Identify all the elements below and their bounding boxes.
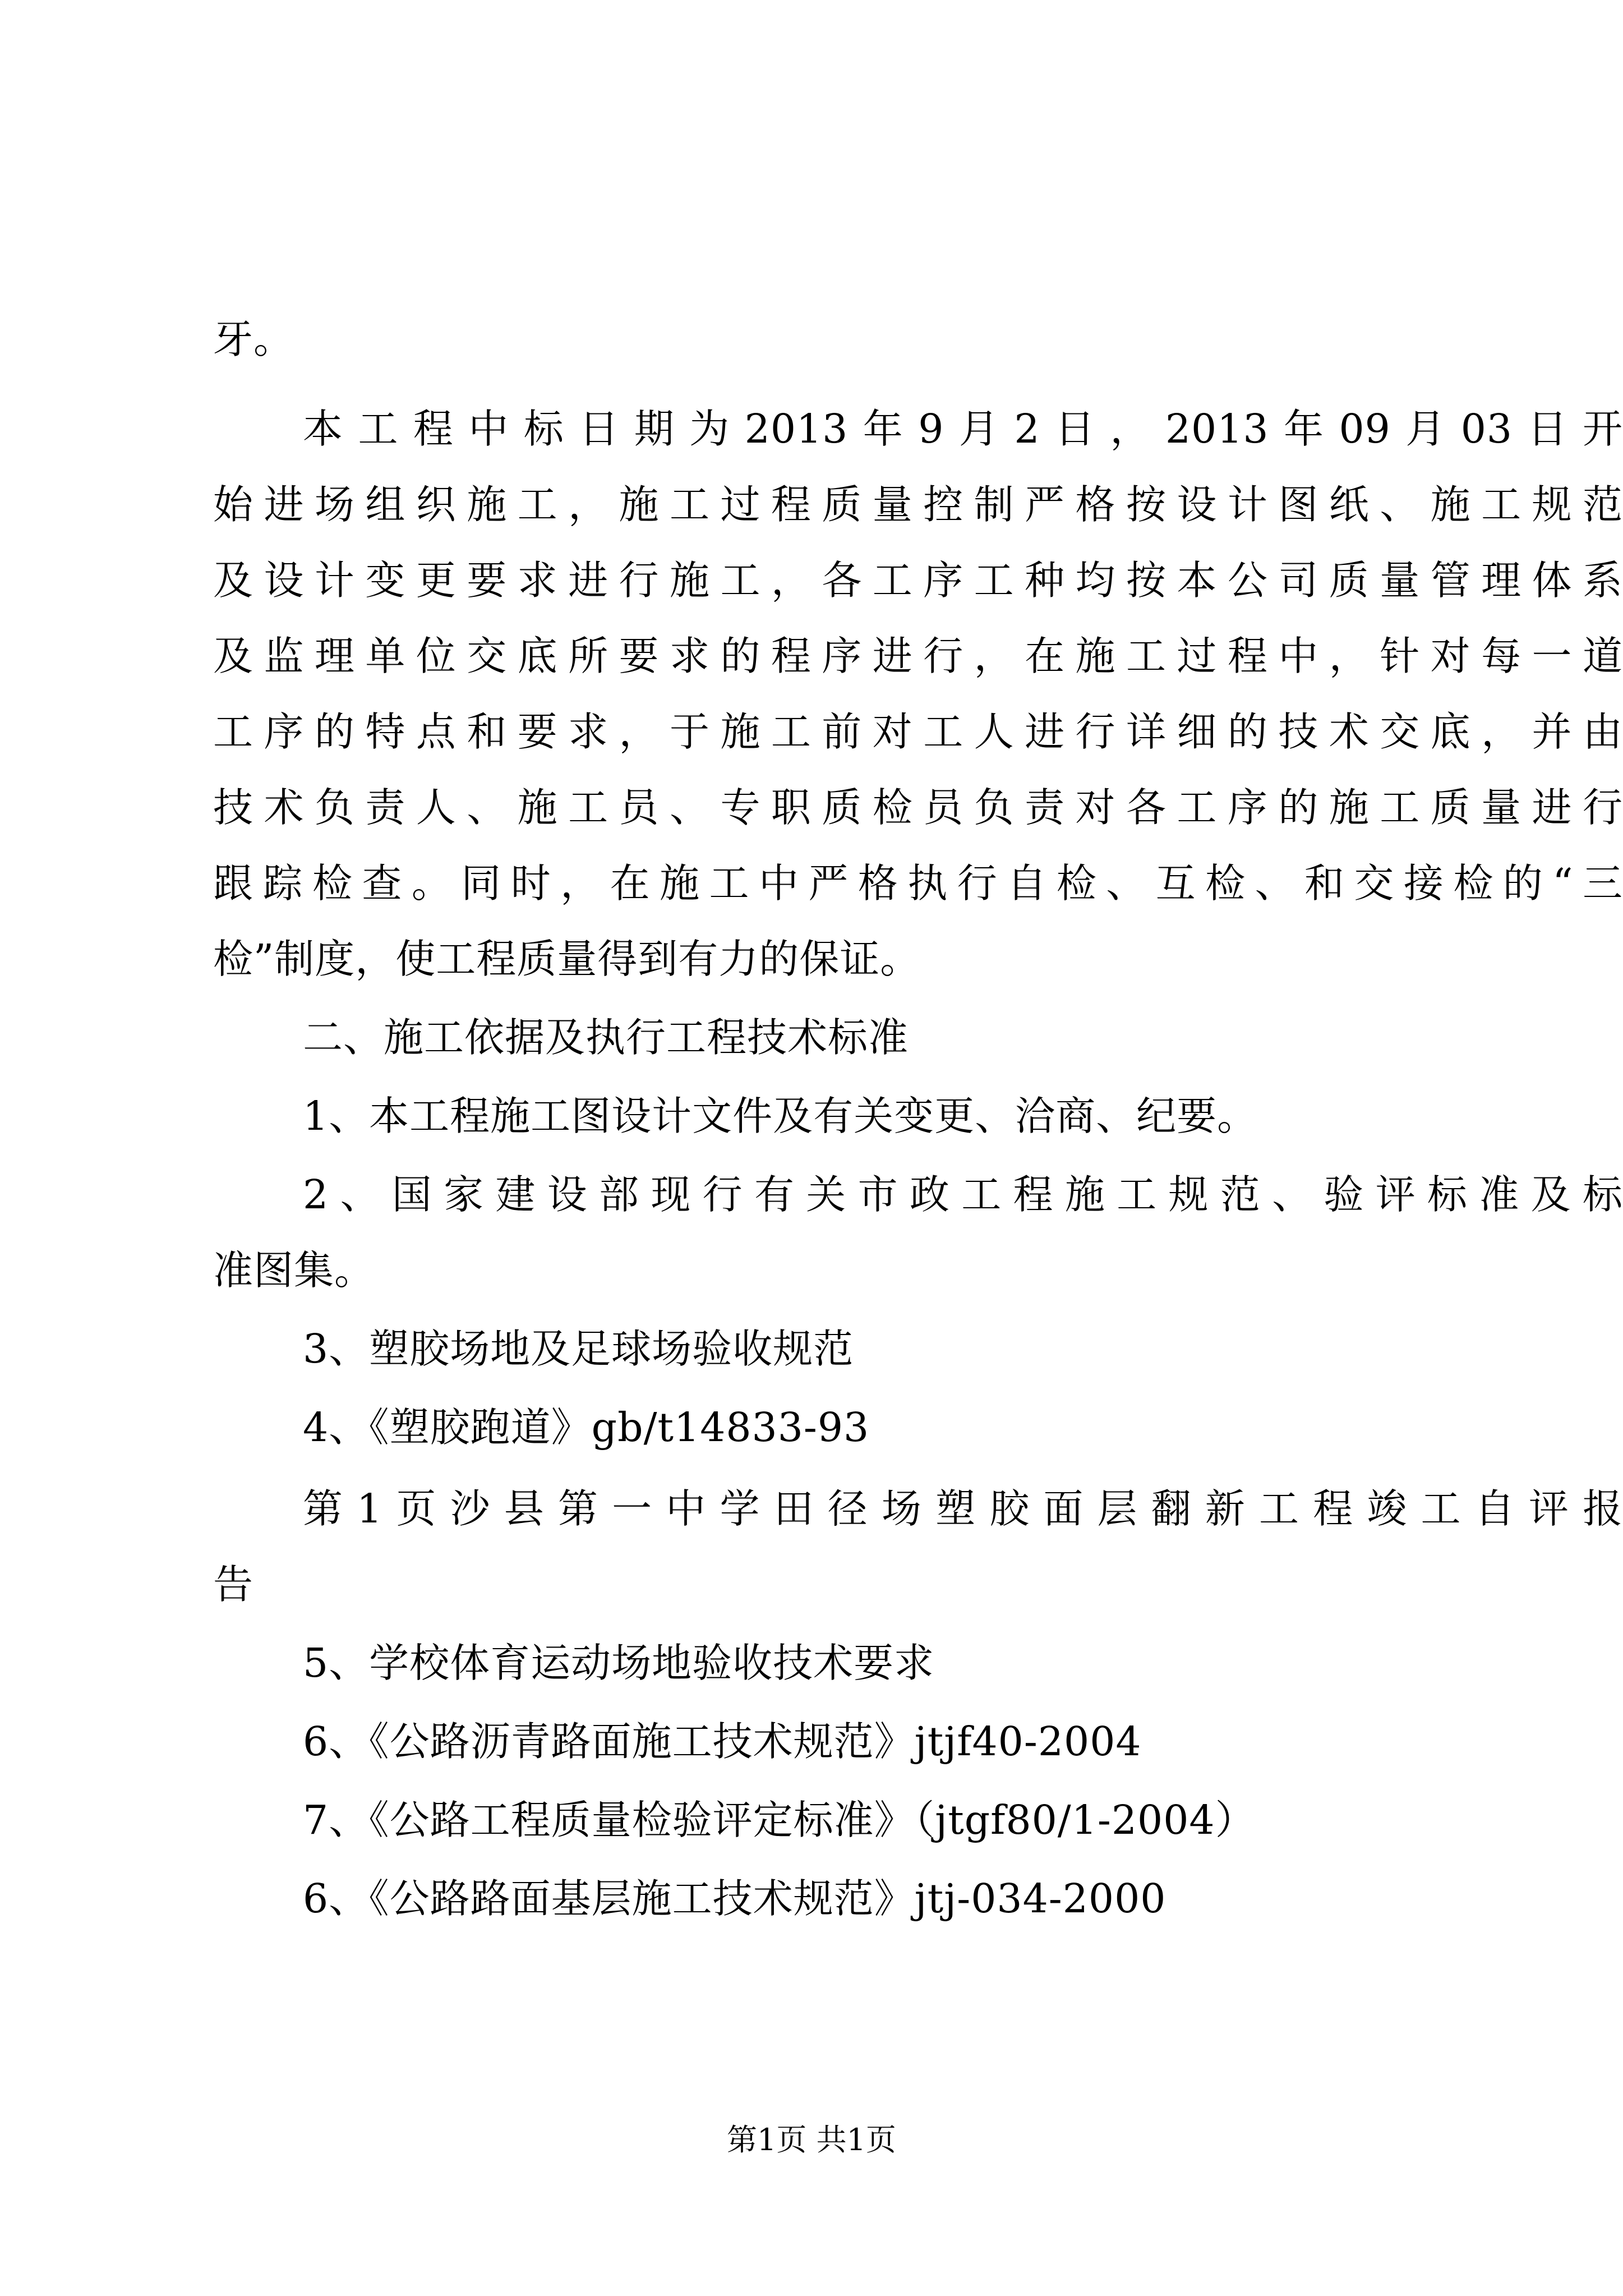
page-footer: 第1页 共1页 (727, 2122, 896, 2157)
text-line-3: 始进场组织施工，施工过程质量控制严格按设计图纸、施工规范 (213, 481, 1623, 528)
text-line-8: 跟踪检查。同时，在施工中严格执行自检、互检、和交接检的“三 (213, 860, 1623, 907)
list-item-3: 3、塑胶场地及足球场验收规范 (303, 1326, 854, 1372)
text-line-1: 牙。 (213, 316, 294, 362)
text-line-2: 本工程中标日期为2013年9月2日，2013年09月03日开 (303, 406, 1623, 452)
list-item-2-continued: 准图集。 (213, 1247, 375, 1294)
text-line-4: 及设计变更要求进行施工，各工序工种均按本公司质量管理体系 (213, 557, 1623, 604)
list-item-8: 6、《公路路面基层施工技术规范》jtj-034-2000 (303, 1875, 1166, 1922)
text-line-6: 工序的特点和要求，于施工前对工人进行详细的技术交底，并由 (213, 708, 1623, 755)
list-item-6: 6、《公路沥青路面施工技术规范》jtjf40-2004 (303, 1718, 1142, 1765)
text-line-7: 技术负责人、施工员、专职质检员负责对各工序的施工质量进行 (213, 784, 1623, 831)
list-item-1: 1、本工程施工图设计文件及有关变更、洽商、纪要。 (303, 1093, 1258, 1139)
page-break-text: 第1页沙县第一中学田径场塑胶面层翻新工程竣工自评报 (303, 1485, 1623, 1532)
list-item-7: 7、《公路工程质量检验评定标准》（jtgf80/1-2004） (303, 1797, 1256, 1843)
section-heading: 二、施工依据及执行工程技术标准 (303, 1014, 909, 1061)
page-break-text-continued: 告 (213, 1561, 254, 1608)
list-item-2: 2、国家建设部现行有关市政工程施工规范、验评标准及标 (303, 1171, 1623, 1218)
list-item-4: 4、《塑胶跑道》gb/t14833-93 (303, 1404, 870, 1451)
list-item-5: 5、学校体育运动场地验收技术要求 (303, 1640, 935, 1686)
text-line-5: 及监理单位交底所要求的程序进行，在施工过程中，针对每一道 (213, 633, 1623, 679)
text-line-9: 检”制度，使工程质量得到有力的保证。 (213, 936, 921, 982)
